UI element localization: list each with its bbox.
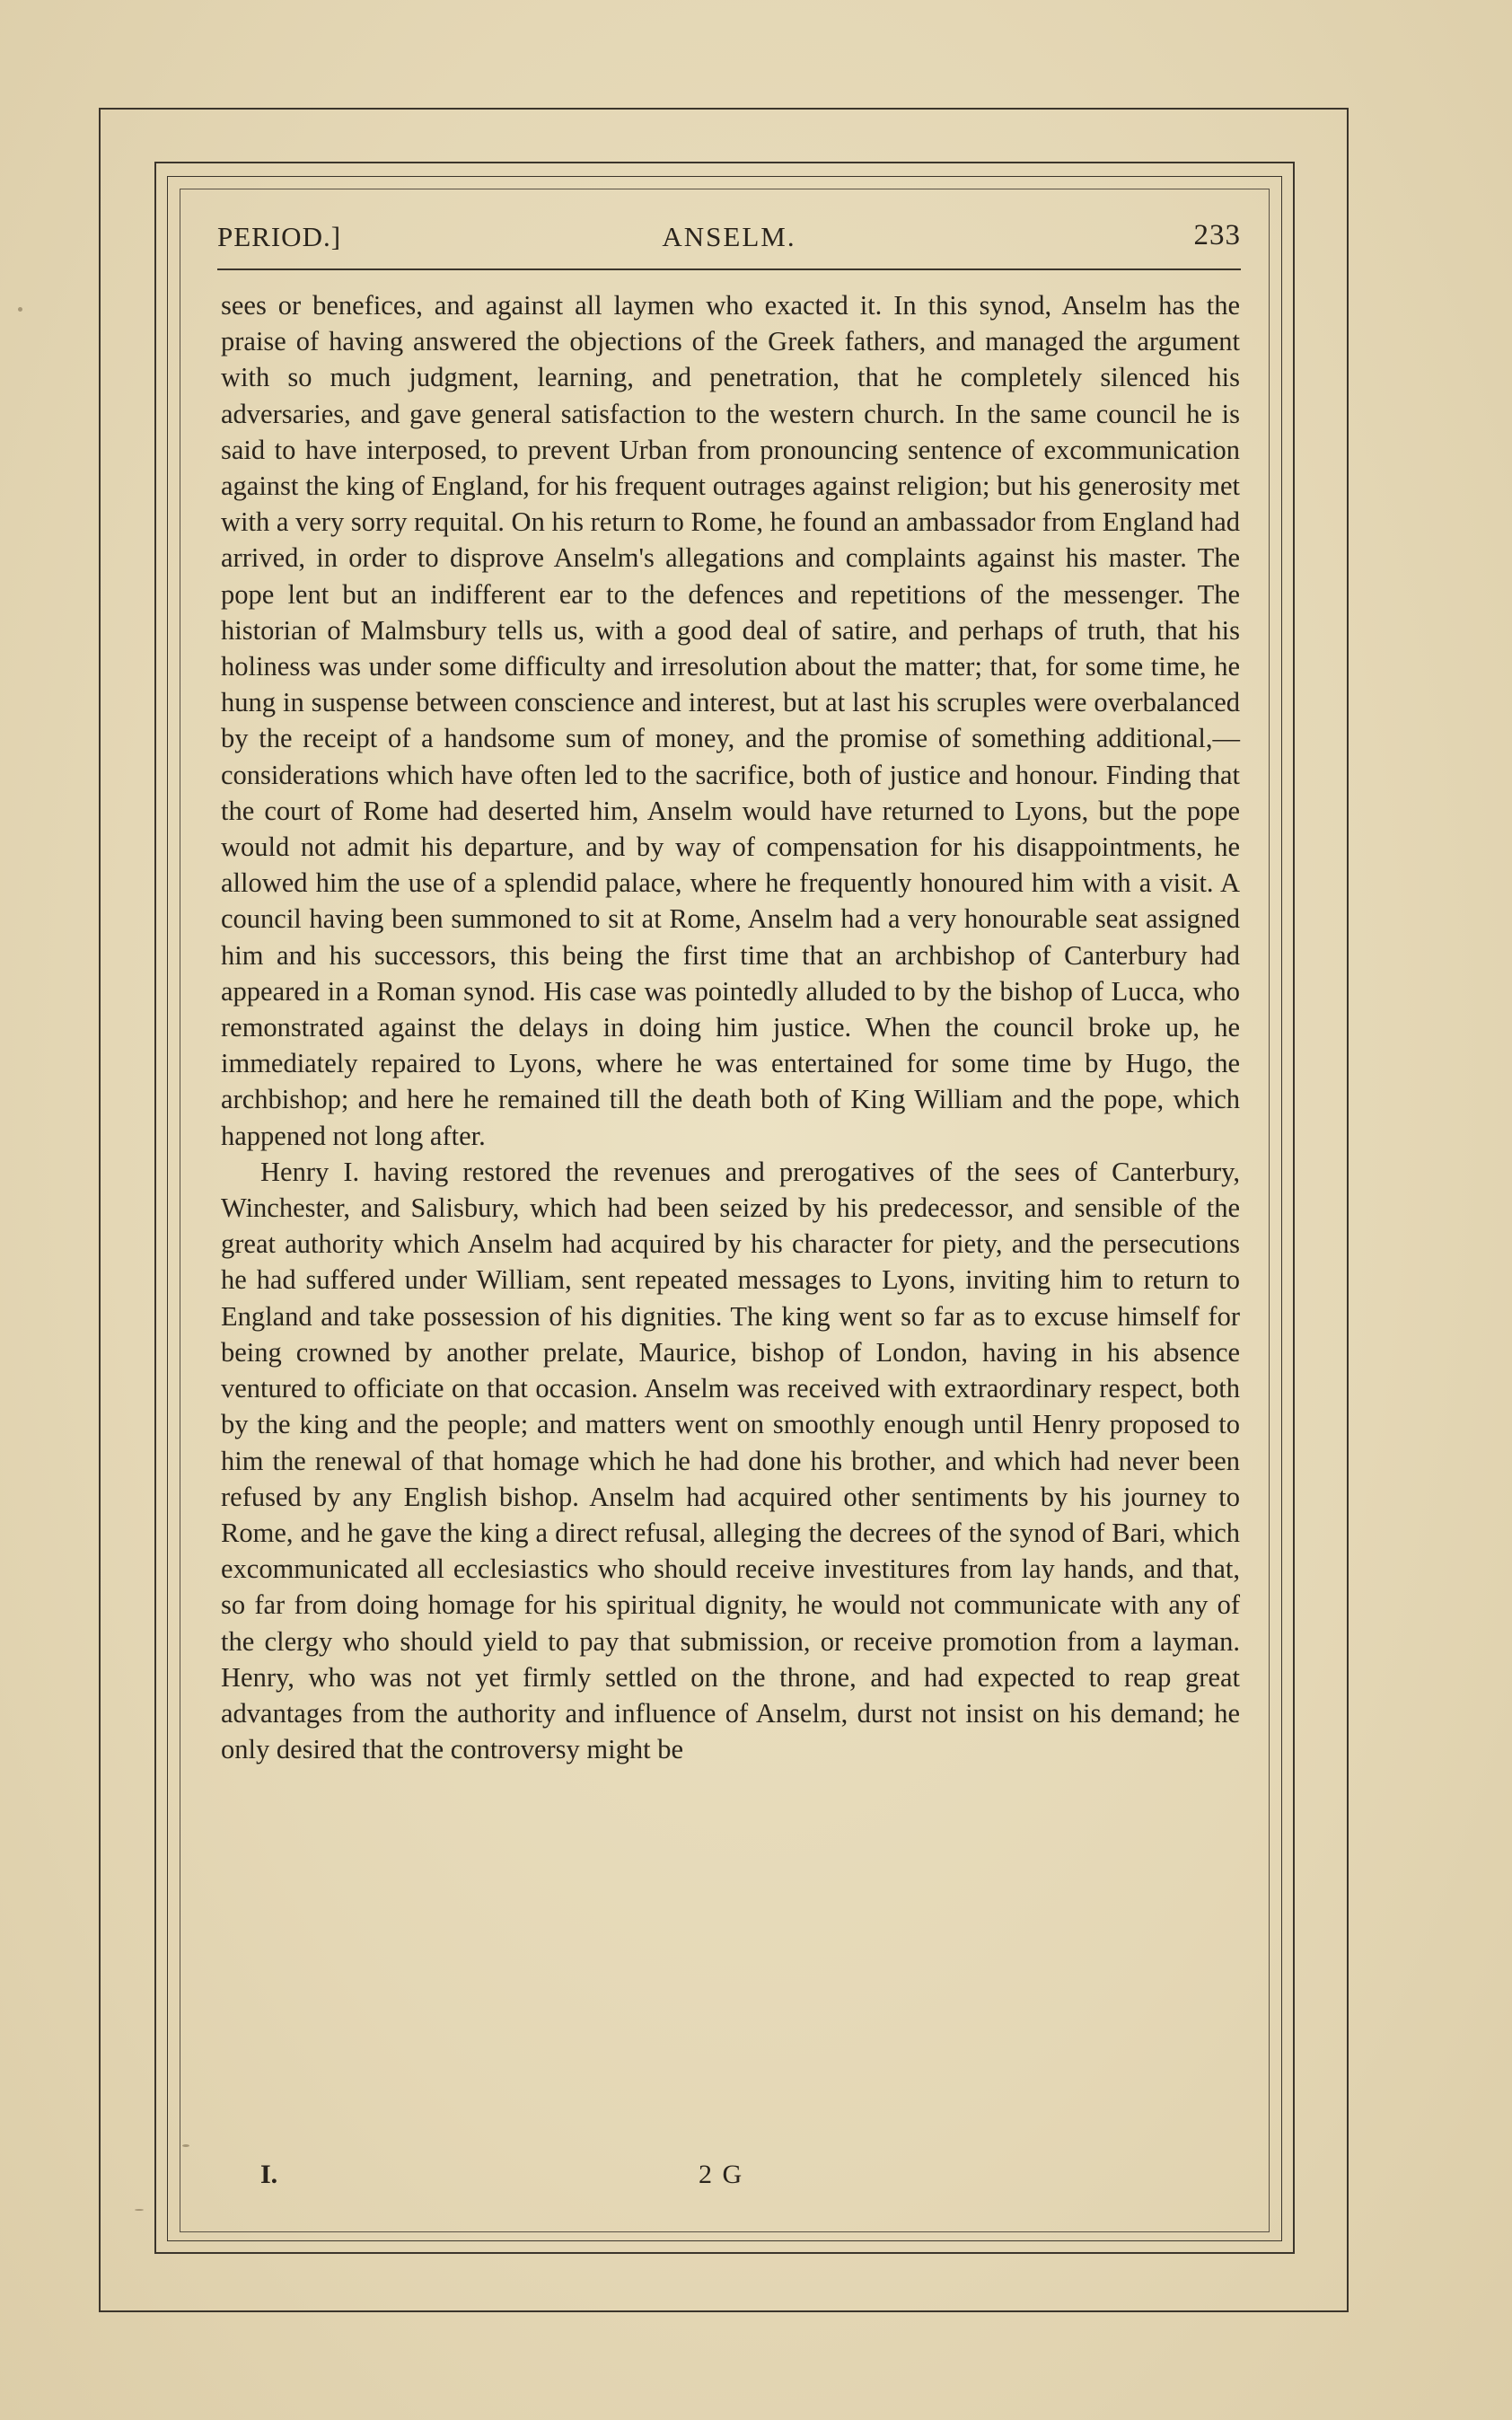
page-number: 233 xyxy=(1193,219,1241,251)
running-header xyxy=(217,216,1241,260)
signature-mark: 2 G xyxy=(699,2160,744,2189)
paper-spot xyxy=(18,307,22,312)
volume-number: I. xyxy=(260,2160,278,2189)
paragraph-1: sees or benefices, and against all laymen who exacted it. In this synod, Anselm has the praise of having answered the objections of the Greek fathers, and managed the argument with so much judgment, learning, and penetration, that he completely silenced his adversaries, and gave general satisfaction to the western church. In the same council he is said to have interposed, to prevent Urban from pronouncing sentence of excommunication against the king of England, for his frequent outrages against religion; but his generosity met with a very sorry requital. On his return to Rome, he found an ambassador from England had arrived, in order to disprove Anselm's allegations and complaints against his master. The pope lent but an indifferent ear to the defences and repetitions of the messenger. The historian of Malmsbury tells us, with a good deal of satire, and perhaps of truth, that his holiness was under some difficulty and irresolution about the matter; that, for some time, he hung in suspense between conscience and interest, but at last his scruples were overbalanced by the receipt of a handsome sum of money, and the promise of something additional,—considerations which have often led to the sacrifice, both of justice and honour. Finding that the court of Rome had deserted him, Anselm would have returned to Lyons, but the pope would not admit his departure, and by way of compensation for his disappointments, he allowed him the use of a splendid palace, where he frequently honoured him with a visit. A council having been summoned to sit at Rome, Anselm had a very honourable seat assigned him and his successors, this being the first time that an archbishop of Canterbury had appeared in a Roman synod. His case was pointedly alluded to by the bishop of Lucca, who remonstrated against the delays in doing him justice. When the council broke up, he immediately repaired to Lyons, where he was entertained for some time by Hugo, the archbishop; and here he remained till the death both of King William and the pope, which happened not long after. xyxy=(221,290,1240,1151)
header-period: PERIOD.] xyxy=(217,221,342,252)
body-text xyxy=(221,287,1240,1767)
paper-spot xyxy=(135,2209,144,2211)
paper-spot xyxy=(182,2144,189,2147)
header-rule xyxy=(217,268,1241,270)
header-title: ANSELM. xyxy=(662,221,796,252)
paragraph-2: Henry I. having restored the revenues and prerogatives of the sees of Canterbury, Winchester, and Salisbury, which had been seized by his predecessor, and sensible of the great authority which Anselm had acquired by his character for piety, and the persecutions he had suffered under William, sent repeated messages to Lyons, inviting him to return to England and take possession of his dignities. The king went so far as to excuse himself for being crowned by another prelate, Maurice, bishop of London, having in his absence ventured to officiate on that occasion. Anselm was received with extraordinary respect, both by the king and the people; and matters went on smoothly enough until Henry proposed to him the renewal of that homage which he had done his brother, and which had never been refused by any English bishop. Anselm had acquired other sentiments by his journey to Rome, and he gave the king a direct refusal, alleging the decrees of the synod of Bari, which excommunicated all ecclesiastics who should receive investitures from lay hands, and that, so far from doing homage for his spiritual dignity, he would not communicate with any of the clergy who should yield to pay that submission, or receive promotion from a layman. Henry, who was not yet firmly settled on the throne, and had expected to reap great advantages from the authority and influence of Anselm, durst not insist on his demand; he only desired that the controversy might be xyxy=(221,1156,1240,1765)
page-footer xyxy=(260,2160,799,2196)
